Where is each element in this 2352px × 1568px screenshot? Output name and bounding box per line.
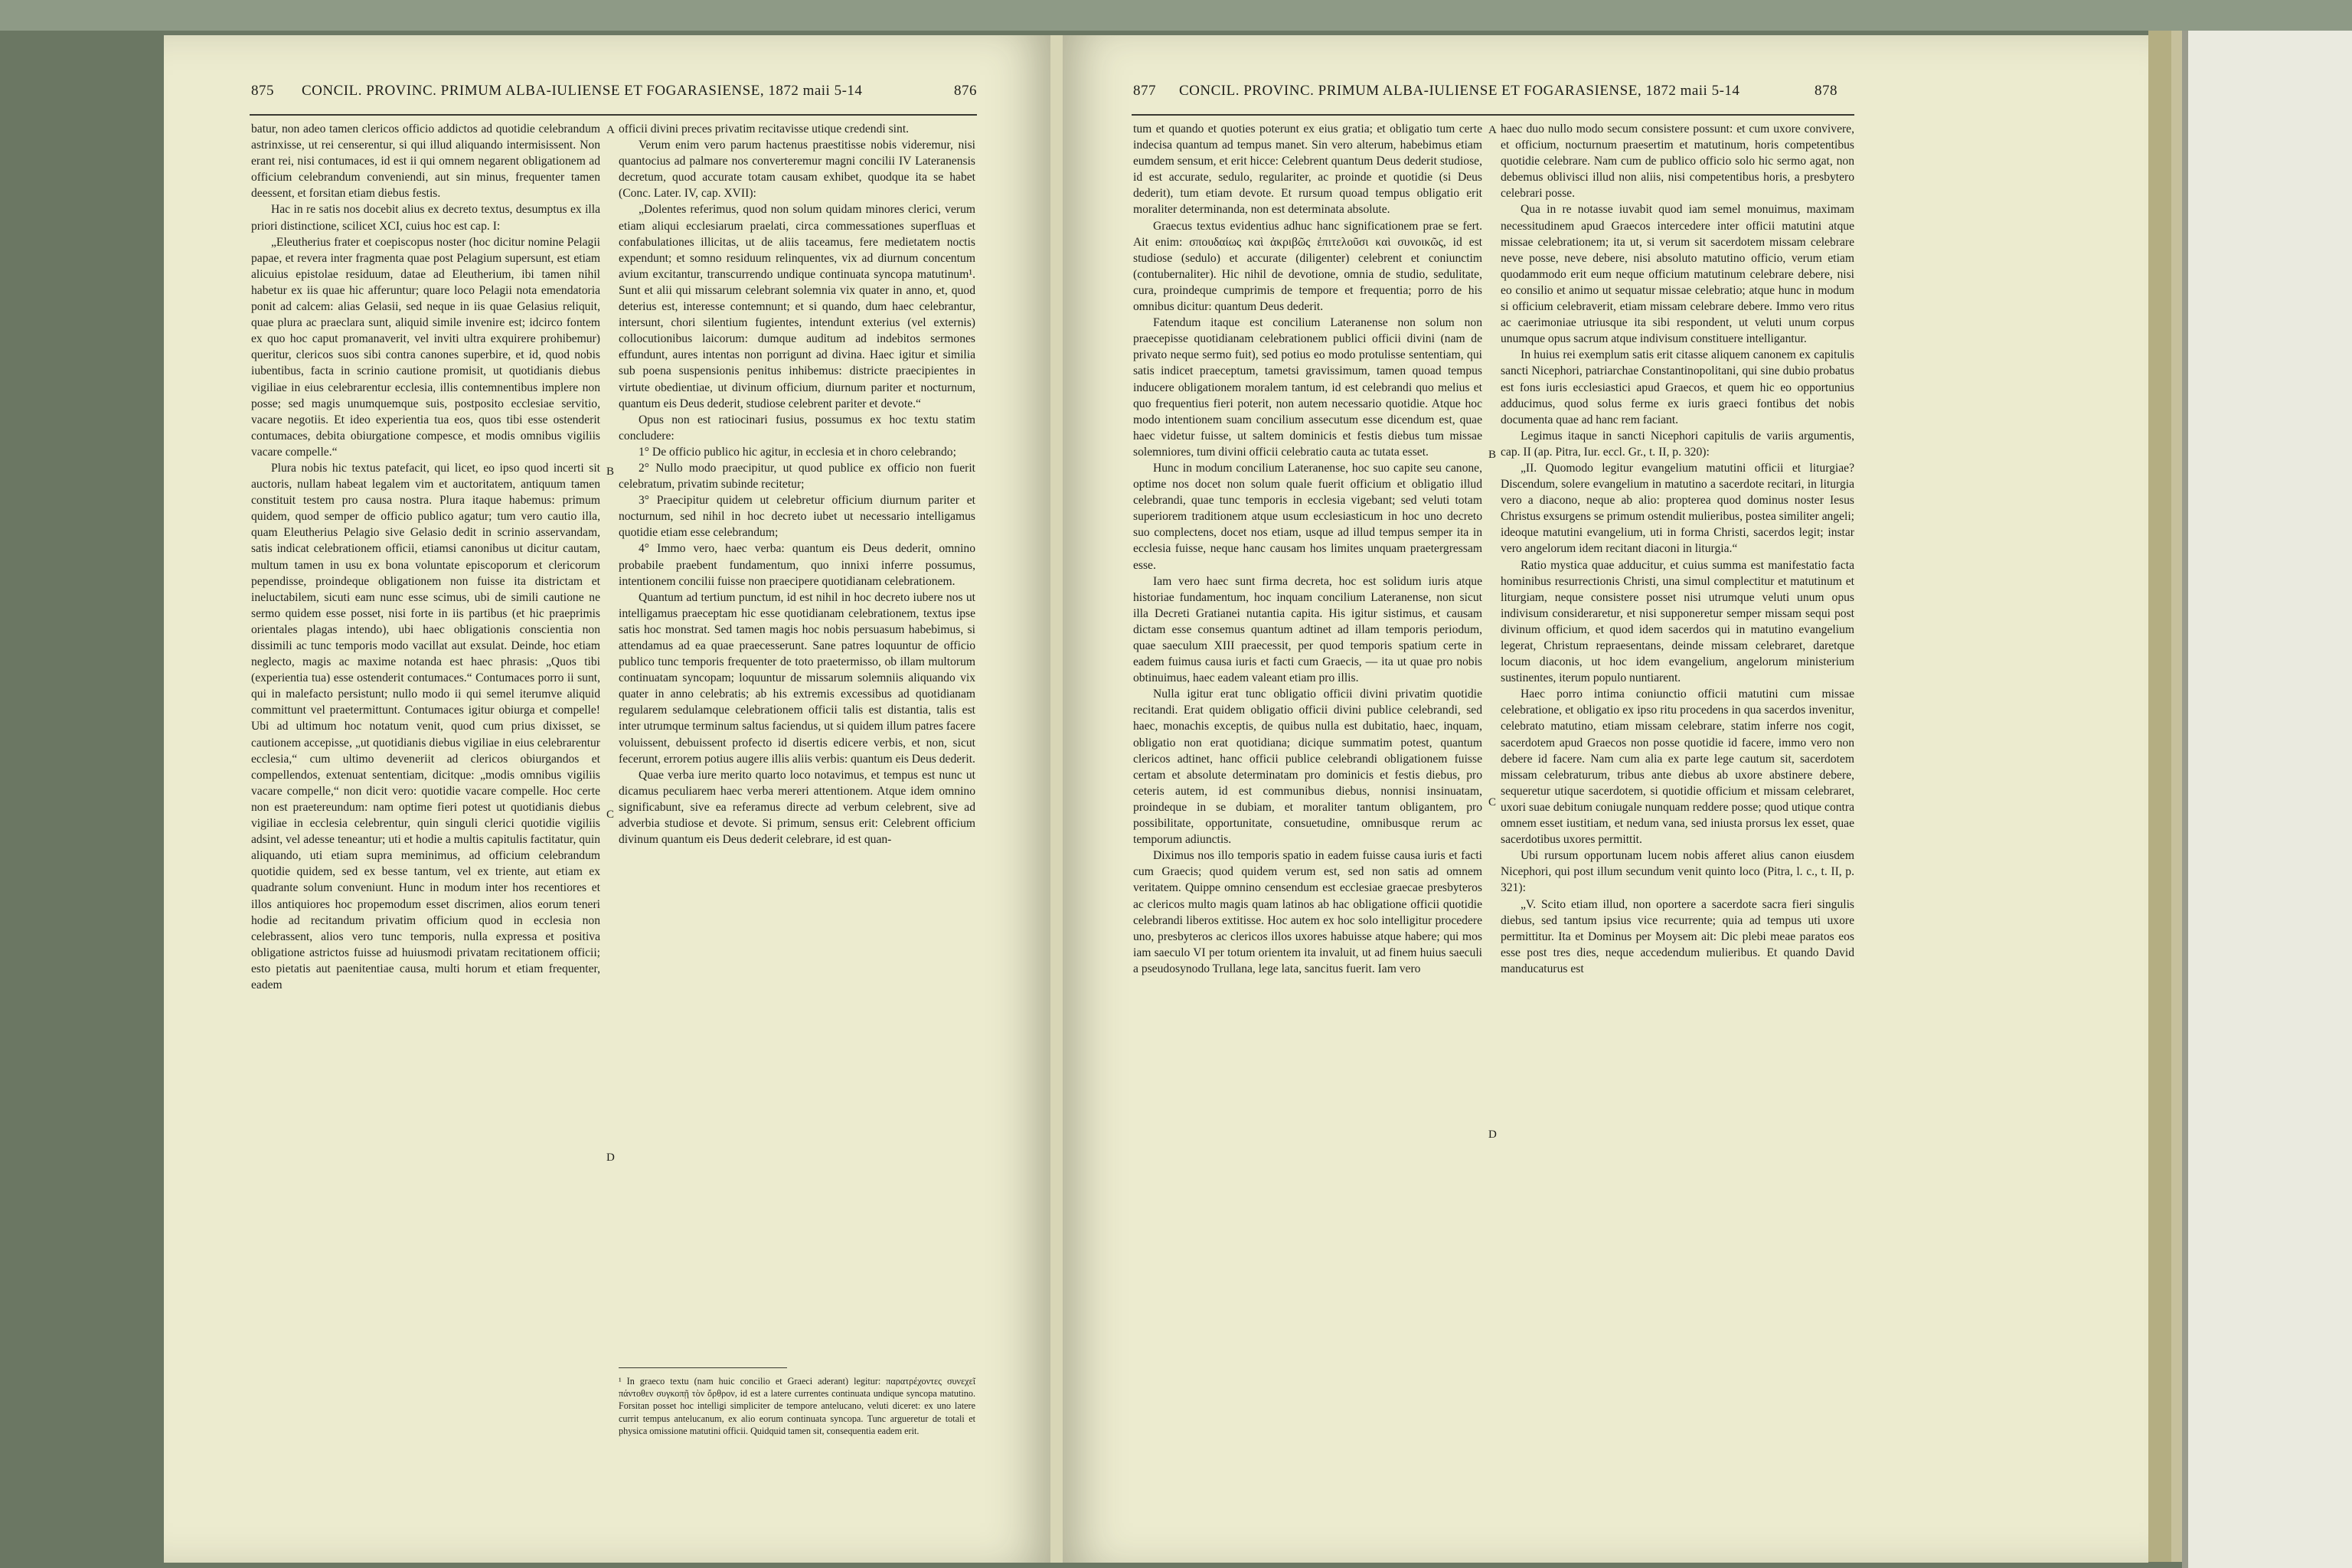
paragraph: Plura nobis hic textus patefacit, qui licet, eo ipso quod incerti sit auctoris, nullam habeat legalem vim et auctoritatem, antiquum tamen constituit testem pro causa nostra. Plura itaque habemus: primum quidem, quod semper de officio publico agatur; tum vero cautio illa, quam Eleutherius Pelagio sive Gelasio dedit in scrinio asservandam, satis indicat celebrationem officii, etiamsi canonibus ut dicitur cautam, multum tamen in usu ex bona voluntate episcoporum et clericorum pependisse, proindeque obligationem non fuisse ita districtam et ineluctabilem, sicuti eam nunc esse scimus, ubi de simili cautione ne sermo quidem esse posset, nisi forte in iis partibus (et hic praeprimis orientales plagas intendo), ubi haec obligationis conscientia non dissimili ac tunc temporis modo vacillat aut exsulat. Deinde, hoc etiam neglecto, magis ac maxime notanda est haec phrasis: „Quos tibi (experientia tua) esse ostenderit contumaces.“ Contumaces porro ii sunt, qui in malefacto persistunt; nullo modo ii qui semel iterumve aliquid committunt vel praetermittunt. Contumaces igitur obiurga et compelle! Ubi ad ultimum hoc notatum venit, quod cum prius dixisset, se cautionem accepisse, „ut quotidianis diebus vigiliae in eius celebrarentur ecclesia,“ cum ultimo deveneriit ad clericos obiurgandos et compellendos, extenuat sententiam, dicitque: „modis omnibus vigiliis vacare compelle,“ non dicit vero: quotidie vacare compelle. Hoc certe non est praetereundum: nam optime fieri potest ut quotidianis diebus vigiliae in ecclesia celebrentur, quin singuli clerici quotidie vigiliis adsint, vel adesse teneantur; uti et hodie a multis capitulis factitatur, quin aliquando, uti etiam supra meminimus, ad officium celebrandum quotidie quidem, sed ex besse tantum, vel ex triente, aut etiam ex quadrante solum conveniunt. Hunc in modum inter hos recentiores et illos antiquiores hoc propemodum esset discrimen, alios eorum teneri hodie ad recitandum privatim officium quod in ecclesia non celebrassent, alios vero tunc temporis, nulla expressa et positiva obligatione astrictos fuisse ad huiusmodi privatam recitationem officii; esto pietatis aut paenitentiae causa, multi horum et etiam frequenter, eadem (251, 461, 600, 991)
paragraph: 3° Praecipitur quidem ut celebretur officium diurnum pariter et nocturnum, sed nihil in hoc decreto iubet ut necessario intelligamus quotidie etiam esse celebrandum; (619, 494, 975, 540)
paragraph: 4° Immo vero, haec verba: quantum eis Deus dederit, omnino probabile praebent fundamentum, quo innixi inferre possumus, intentionem concilii fuisse non praecipere quotidianam celebrationem. (619, 542, 975, 588)
paragraph: tum et quando et quoties poterunt ex eius gratia; et obligatio tum certe indecisa quantum ad tempus manet. Sin vero alterum, habebimus etiam eumdem sensum, et erit hicce: Celebrent quantum Deus dederit studiose, id est accurate, sedulo, regulariter, ac proinde et quotidie (si Deus dederit), tum etiam devote. Et rursum quoad tempus obligatio erit moraliter determinanda, non est determinata absolute. (1133, 122, 1482, 217)
margin-marker-a: A (606, 124, 615, 136)
paragraph: Ubi rursum opportunam lucem nobis afferet alius canon eiusdem Nicephori, qui post illum secundum venit quinto loco (Pitra, l. c., t. II, p. 321): (1501, 849, 1854, 895)
right-margin-marker-c: C (1488, 796, 1497, 808)
left-page (164, 35, 1050, 1563)
left-column-2 (619, 121, 975, 848)
paragraph: Qua in re notasse iuvabit quod iam semel monuimus, maximam necessitudinem apud Graecos intercedere inter officii matutini atque missae celebrationem; ita ut, si verum sit sacerdotem missam celebrare neve posse, neve debere, nisi absoluto matutino officio, verum etiam quodammodo erit eum neque officium matutinum celebrare debere, nisi eo consilio et animo ut sequatur missae celebratio; atque hunc in modum si officium celebraverit, etiam missam celebrare debere. Immo vero ritus ac caerimoniae utriusque ita sibi respondent, ut veluti unum corpus unumque opus sacrum atque indivisum constituere intelligantur. (1501, 203, 1854, 346)
paragraph: Haec porro intima coniunctio officii matutini cum missae celebratione, et obligatio ex ipso ritu procedens in qua sacerdos invenitur, celebrato matutino, etiam missam celebrare, statim inferre nos cogit, sacerdotem apud Graecos non posse quotidie id facere, immo vero non debere id facere. Nam cum alia ex parte lege cautum sit, sacerdotem missam celebraturum, tribus ante diebus ab uxore abstinere debere, sequeretur utique sacerdotem, si quotidie officium et missam celebraret, uxori suae debitum coniugale nunquam reddere posse; quod utique contra omnem esset iustitiam, et nedum vana, sed iniusta prorsus lex esset, quae sacerdotibus uxores permittit. (1501, 688, 1854, 847)
page-edge-strip (2148, 31, 2171, 1562)
margin-marker-d: D (606, 1152, 615, 1164)
paragraph: „Dolentes referimus, quod non solum quidam minores clerici, verum etiam aliqui ecclesiarum praelati, circa commessationes superfluas et confabulationes illicitas, ut de aliis taceamus, fere medietatem noctis expendunt; et somno residuum relinquentes, vix ad diurnum concentum avium excitantur, transcurrendo undique continuata syncopa matutinum¹. Sunt et alii qui missarum celebrant solemnia vix quater in anno, et, quod deterius est, interesse contemnunt; et si quando, dum haec celebrantur, intersunt, chori silentium fugientes, intendunt exterius (vel externis) collocutionibus laicorum: dumque auditum ad indebitos sermones effundunt, aures intentas non porrigunt ad divina. Haec igitur et similia sub poena suspensionis penitus inhibemus: districte praecipientes in virtute obedientiae, ut divinum officium, diurnum pariter et nocturnum, quantum eis Deus dederit, studiose celebrent pariter et devote.“ (619, 203, 975, 410)
paragraph: Iam vero haec sunt firma decreta, hoc est solidum iuris atque historiae fundamentum, hoc inquam concilium Lateranense, non sicut illa Decreti Gratianei nutantia capita. His igitur sistimus, et causam dictam esse consemus quantum adtinet ad illam temporis periodum, quae saeculum XIII praecessit, per quod temporis spatium certe in eadem fuimus causa iuris et facti cum Graecis, — ita ut quae pro nobis obtinuimus, haec eadem valeant etiam pro illis. (1133, 574, 1482, 685)
paragraph: Nulla igitur erat tunc obligatio officii divini privatim quotidie recitandi. Erat quidem obligatio officii divini publice celebrandi, sed haec, monachis exceptis, de quibus nulla est dubitatio, haec, inquam, obligatio non erat quotidiana; dicique summatim potest, quantum clericos adtinet, hanc officii publice celebrandi obligationem fuisse certam et absolute determinatam pro dominicis et festis diebus, pro ceteris autem, id est communibus diebus, nonnisi insinuatam, proindeque in se dubiam, et moraliter tantum obligantem, pro possibilitate, opportunitate, consuetudine, omnibusque rerum ac temporum adiunctis. (1133, 688, 1482, 847)
right-column-1 (1133, 121, 1482, 977)
paragraph: Hac in re satis nos docebit alius ex decreto textus, desumptus ex illa priori distinctione, scilicet XCI, cuius hoc est cap. I: (251, 203, 600, 233)
paragraph: Fatendum itaque est concilium Lateranense non solum non praecepisse quotidianam celebrationem publici officii divini (nam de privato neque sermo fuit), sed potius eo modo protulisse sententiam, qui satis indicet praeceptum, tametsi gravissimum, tamen quoad tempus inducere obligationem moralem tantum, id est celebrandi quo melius et quo frequentius fieri poterit, non autem necessario quotidie. Atque hoc modo intentionem suam concilium assecutum esse dicendum est, quae haec videtur fuisse, ut saltem dominicis et festis diebus tum missae solemniores, tum divini officii celebratio cauta ac tutata esset. (1133, 316, 1482, 459)
paragraph: Verum enim vero parum hactenus praestitisse nobis videremur, nisi quantocius ad palmare nos converteremur magni concilii IV Lateranensis decretum, quod accurate totam causam exhibet, quodque ita se habet (Conc. Later. IV, cap. XVII): (619, 139, 975, 201)
right-page-number-a: 877 (1133, 83, 1156, 99)
paragraph: „V. Scito etiam illud, non oportere a sacerdote sacra fieri singulis diebus, sed tantum ipsius vice recurrente; quia ad tempus uti uxore permittitur. Ita et Dominus per Moysem ait: Dic plebi meae paratos eos esse post tres dies, neque accedendum mulieribus. Et quando David manducaturus est (1501, 897, 1854, 975)
paragraph: Diximus nos illo temporis spatio in eadem fuisse causa iuris et facti cum Graecis; quod quidem verum est, sed non satis ad omnem veritatem. Quippe omnino censendum est ecclesiae graecae presbyteros ac clericos multo magis quam latinos ab hac obligatione officii quotidie celebrandi liberos extitisse. Hoc autem ex hoc solo intelligitur procedere uno, presbyteros ac clericos illos uxores habuisse atque habere; qui mos iam saeculo VI per totum orientem ita invaluit, ut ad finem huius saeculi a pseudosynodo Trullana, lege lata, sancitus fuerit. Iam vero (1133, 849, 1482, 975)
right-margin-marker-b: B (1488, 449, 1497, 461)
right-column-2 (1501, 121, 1854, 977)
footnote: ¹ In graeco textu (nam huic concilio et Graeci aderant) legitur: παρατρέχοντες συνεχεῖ πάντοθεν συγκοπῇ τὸν ὄρθρον, id est a latere currentes continuata undique syncopa matutino. Forsitan posset hoc intelligi simpliciter de tempore antelucano, veluti diceret: ex uno latere currit tempus antelucanum, ex alio eorum continuata syncopa. Tunc argueretur de totali et physica omissione matutini officii. Quidquid tamen sit, consequentia eadem erit. (619, 1376, 975, 1436)
paragraph: officii divini preces privatim recitavisse utique credendi sint. (619, 122, 910, 136)
right-margin-marker-d: D (1488, 1129, 1497, 1141)
margin-marker-c: C (606, 808, 615, 821)
left-page-number-a: 875 (251, 83, 274, 99)
paragraph: Quantum ad tertium punctum, id est nihil in hoc decreto iubere nos ut intelligamus praeceptam hic esse quotidianam celebrationem, textus ipse satis hoc monstrat. Sed tamen magis hoc nobis persuasum habebimus, si attendamus ad ea quae praecesserunt. Sane patres loquuntur de officio publico tunc temporis frequenter de toto praetermisso, ob illam multorum continuatam syncopam; loquuntur de missarum solemniis aliquando vix quater in anno celebratis; ab his extremis excessibus ad quotidianam regularem sedulamque celebrationem officii talis est distantia, talis est inter utrumque terminum saltus faciendus, ut si quidem illum patres facere voluissent, debuissent profecto id disertis edicere verbis, et non, sicut fecerunt, errorem potius augere illis aliis verbis: quantum eis Deus dederit. (619, 590, 975, 766)
right-header-rule (1132, 114, 1854, 116)
right-running-head (1063, 83, 2148, 107)
paragraph: Opus non est ratiocinari fusius, possumus ex hoc textu statim concludere: (619, 413, 975, 443)
paragraph: „II. Quomodo legitur evangelium matutini officii et liturgiae? Discendum, solere evangelium in matutino a sacerdote recitari, in liturgia vero a diacono, neque ab alio: propterea quod dominus noster Iesus Christus exsurgens se primum ostendit mulieribus, postea similiter angeli; ideoque matutini evangelium, uti in forma Christi, sacerdos legit; instar vero angelorum idem recitant diaconi in liturgia.“ (1501, 461, 1854, 556)
paragraph: batur, non adeo tamen clericos officio addictos ad quotidie celebrandum astrinxisse, ut rei censerentur, si qui illud aliquando intermisissent. Non erant rei, nisi contumaces, id est ii qui omnem negarent obligationem ad officium celebrandum conveniendi, aut sin minus, frequenter tamen deessent, et forsitan etiam diebus festis. (251, 122, 600, 201)
footnote-rule (619, 1367, 787, 1368)
left-running-title: CONCIL. PROVINC. PRIMUM ALBA-IULIENSE ET FOGARASIENSE, 1872 maii 5-14 (302, 83, 863, 99)
paragraph: haec duo nullo modo secum consistere possunt: et cum uxore convivere, et officium, nocturnum praesertim et matutinum, horis competentibus quotidie celebrare. Nam cum de publico officio solo hic sermo agat, non debemus oblivisci illud non aliis, nisi competentibus horis, a presbytero celebrari posse. (1501, 122, 1854, 201)
left-header-rule (250, 114, 977, 116)
paragraph: „Eleutherius frater et coepiscopus noster (hoc dicitur nomine Pelagii papae, et revera inter fragmenta quae post Pelagium supersunt, est etiam alicuius epistolae residuum, datae ad Eleutherium, ibi tamen nihil habetur ex iis quae hic afferuntur; quare loco Pelagii nota emendatoria ponit ad calcem: alias Gelasii, sed neque in iis quae Gelasius reliquit, quae plura ac praeclara sunt, aliquid simile invenire est; idcirco fontem ex quo hoc caput promanaverit, vel inviti ultra exquirere prohibemur) queritur, clericos suos sibi contra canones superbire, et id, quod nobis iubentibus, facta in scrinio cautione promisit, ut quotidianis diebus vigiliae in eius celebrarentur ecclesia, illis contemnentibus implere non posse; sed magis unumquemque suis, postposito ecclesiae servitio, vacare negotiis. Et ideo experientia tua eos, quos tibi esse ostenderit contumaces, debita obiurgatione compesce, et modis omnibus vigiliis vacare compelle.“ (251, 235, 600, 459)
book-gutter (1050, 35, 1063, 1563)
paragraph: Quae verba iure merito quarto loco notavimus, et tempus est nunc ut dicamus peculiarem haec verba mereri attentionem. Atque idem omnino significabunt, sive ea referamus directe ad verbum celebrent, sive ad adverbia studiose et devote. Si primum, sensus erit: Celebrent officium divinum quantum eis Deus dederit celebrare, id est quan- (619, 768, 975, 847)
paragraph: Ratio mystica quae adducitur, et cuius summa est manifestatio facta hominibus resurrectionis Christi, una simul complectitur et matutinum et liturgiam, neque consistere posset nisi utrumque veluti unum opus indivisum consideraretur, et nisi supponeretur semper missam sequi post divinum officium, et quod idem sacerdos qui in matutino evangelium legerat, Christum repraesentans, deinde missam celebraret, daretque locum diaconis, ut hoc idem evangelium, angelorum ministerium sustinentes, iterum populo nuntiarent. (1501, 558, 1854, 685)
page-edge-strip-light (2171, 31, 2182, 1562)
right-page (1063, 35, 2148, 1563)
margin-marker-b: B (606, 466, 615, 478)
paragraph: Graecus textus evidentius adhuc hanc significationem prae se fert. Ait enim: σπουδαίως καὶ ἀκριβῶς ἐπιτελοῦσι καὶ συνοικῶς, id est studiose (sedulo) et accurate (diligenter) celebrent et coniunctim (contubernaliter). Hic nihil de devotione, omnia de studio, sedulitate, cura, proindeque cumprimis de tempore et frequentia; porro de his omnibus dicitur: quantum Deus dederit. (1133, 219, 1482, 314)
right-page-number-b: 878 (1815, 83, 1838, 99)
right-running-title: CONCIL. PROVINC. PRIMUM ALBA-IULIENSE ET FOGARASIENSE, 1872 maii 5-14 (1179, 83, 1740, 99)
left-running-head (164, 83, 1050, 107)
scanner-backdrop (0, 0, 2352, 31)
paragraph: Legimus itaque in sancti Nicephori capitulis de variis argumentis, cap. II (ap. Pitra, Iur. eccl. Gr., t. II, p. 320): (1501, 429, 1854, 459)
right-margin-marker-a: A (1488, 124, 1497, 136)
paragraph: 2° Nullo modo praecipitur, ut quod publice ex officio non fuerit celebratum, privatim subinde recitetur; (619, 461, 975, 492)
paragraph: Hunc in modum concilium Lateranense, hoc suo capite seu canone, optime nos docet non solum quale fuerit officium et obligatio illud celebrandi, quae tunc temporis in ecclesia vigebant; sed veluti totam superiorem traditionem atque usum ecclesiasticum in hoc uno decreto suo complectens, docet nos etiam, usque ad illud tempus semper ita in ecclesia fuisse, neque hanc causam hos limites unquam praetergressam esse. (1133, 461, 1482, 572)
paragraph: 1° De officio publico hic agitur, in ecclesia et in choro celebrando; (639, 445, 956, 459)
backing-board (2182, 31, 2352, 1568)
left-column-1 (251, 121, 600, 993)
paragraph: In huius rei exemplum satis erit citasse aliquem canonem ex capitulis sancti Nicephori, patriarchae Constantinopolitani, qui sine dubio probatus est fons iuris ecclesiastici apud Graecos, et quem hic eo opportunius adducimus, quod solus ferme ex iuris graeci fontibus det nobis documenta quae ad hanc rem faciant. (1501, 348, 1854, 426)
left-page-number-b: 876 (954, 83, 977, 99)
backing-board-shadow (2182, 31, 2188, 1568)
